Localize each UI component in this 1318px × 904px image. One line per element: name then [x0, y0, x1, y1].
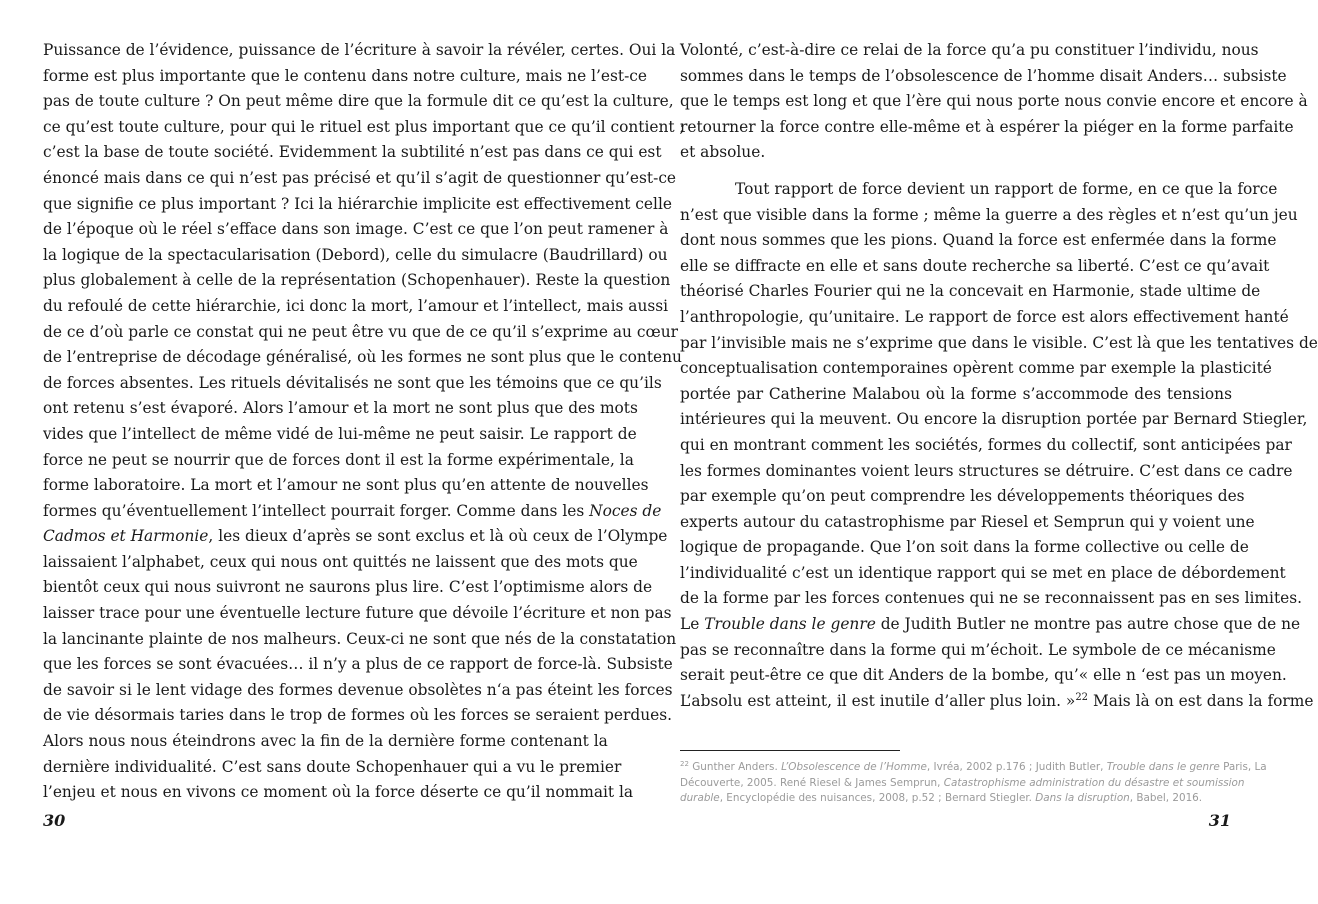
right-page: [637, 0, 1318, 904]
book-title-trouble: Trouble dans le genre: [704, 615, 876, 634]
text-line: experts autour du catastrophisme par Riesel et Semprun qui y voient une: [680, 512, 1255, 531]
text-line: Tout rapport de force devient un rapport de forme, en ce que la force: [735, 179, 1278, 198]
text-line: forme laboratoire. La mort et l’amour ne sont plus qu’en attente de nouvelles: [43, 476, 649, 495]
book-title-noces: Noces de: [589, 501, 662, 520]
text-line: par exemple qu’on peut comprendre les développements théoriques des: [680, 487, 1245, 506]
text-line: sommes dans le temps de l’obsolescence de l’homme disait Anders… subsiste: [680, 66, 1287, 85]
text-line: laisser trace pour une éventuelle lecture future que dévoile l’écriture et non pas: [43, 604, 672, 623]
text-line: dont nous sommes que les pions. Quand la force est enfermée dans la forme: [680, 231, 1277, 250]
text-line: [680, 689, 1314, 715]
text-line: la lancinante plainte de nos malheurs. Ceux-ci ne sont que nés de la constatation: [43, 629, 677, 648]
footnote-text: , Encyclopédie des nuisances, 2008, p.52 ; Bernard Stiegler.: [719, 792, 1036, 805]
footnote-text: Gunther Anders.: [688, 761, 782, 773]
text-line: de forces absentes. Les rituels dévitalisés ne sont que les témoins que ce qu’ils: [43, 373, 662, 392]
text-line: dernière individualité. C’est sans doute Schopenhauer qui a vu le premier: [43, 757, 622, 776]
text-line: de ce d’où parle ce constat qui ne peut être vu que de ce qu’il s’exprime au cœur: [43, 322, 678, 341]
page-number-left: 30: [43, 811, 66, 830]
text-line: portée par Catherine Malabou où la forme s’accommode des tensions: [680, 384, 1232, 403]
text-run: , les dieux d’après se sont exclus et là où ceux de l’Olympe: [208, 527, 668, 546]
footnote-title: L’Obsolescence de l’Homme: [781, 761, 927, 773]
text-run: L’absolu est atteint, il est inutile d’aller plus loin. »: [680, 691, 1076, 710]
text-line: laissaient l’alphabet, ceux qui nous ont quittés ne laissent que des mots que: [43, 552, 638, 571]
text-line: force ne peut se nourrir que de forces dont il est la forme expérimentale, la: [43, 450, 634, 469]
text-line: de l’entreprise de décodage généralisé, où les formes ne sont plus que le contenu: [43, 348, 682, 367]
footnote-line: [680, 791, 1232, 807]
book-title-cadmos: Cadmos et Harmonie: [43, 527, 209, 546]
text-line: l’individualité c’est un identique rapport qui se met en place de débordement: [680, 563, 1286, 582]
text-line: vides que l’intellect de même vidé de lui-même ne peut saisir. Le rapport de: [43, 424, 637, 443]
text-line: énoncé mais dans ce qui n’est pas précisé et qu’il s’agit de questionner qu’est-ce: [43, 168, 677, 187]
text-line: Volonté, c’est-à-dire ce relai de la force qu’a pu constituer l’individu, nous: [680, 41, 1259, 59]
text-line: conceptualisation contemporaines opèrent comme par exemple la plasticité: [680, 359, 1272, 378]
footnote-text: Paris, La: [1219, 761, 1267, 773]
text-line: [43, 499, 662, 525]
footnote-line: [680, 776, 1245, 792]
text-line: théorisé Charles Fourier qui ne la concevait en Harmonie, stade ultime de: [680, 282, 1261, 301]
text-line: serait peut-être ce que dit Anders de la bombe, qu’« elle n ‘est pas un moyen.: [680, 666, 1287, 685]
text-line: Alors nous nous éteindrons avec la fin de la dernière forme contenant la: [43, 732, 608, 751]
footnote-title: Dans la disruption: [1035, 792, 1130, 805]
footnote-text: , Babel, 2016.: [1129, 792, 1203, 805]
text-run: de Judith Butler ne montre pas autre chose que de ne: [875, 615, 1301, 634]
text-line: de savoir si le lent vidage des formes devenue obsolètes n‘a pas éteint les forces: [43, 680, 673, 699]
text-line: l’anthropologie, qu’unitaire. Le rapport de force est alors effectivement hanté: [680, 307, 1289, 326]
footnote-title: durable: [680, 792, 720, 805]
text-line: ce qu’est toute culture, pour qui le rituel est plus important que ce qu’il contient ;: [43, 117, 685, 136]
footnote-22: [680, 760, 1267, 807]
text-line: que signifie ce plus important ? Ici la hiérarchie implicite est effectivement celle: [43, 194, 672, 213]
text-run: Le: [680, 615, 705, 634]
text-line: Puissance de l’évidence, puissance de l’écriture à savoir la révéler, certes. Oui la: [43, 41, 676, 59]
text-line: la logique de la spectacularisation (Debord), celle du simulacre (Baudrillard) ou: [43, 245, 668, 264]
text-line: bientôt ceux qui nous suivront ne saurons plus lire. C’est l’optimisme alors de: [43, 578, 653, 597]
footnote-reference[interactable]: 22: [1075, 691, 1089, 703]
text-line: pas se reconnaître dans la forme qui m’échoit. Le symbole de ce mécanisme: [680, 640, 1276, 659]
page-number-right: 31: [1208, 811, 1231, 830]
footnote-text: Découverte, 2005. René Riesel & James Semprun,: [680, 776, 944, 789]
footnote-separator: [680, 750, 900, 751]
text-line: n’est que visible dans la forme ; même la guerre a des règles et n’est qu’un jeu: [680, 205, 1298, 224]
text-line: que le temps est long et que l’ère qui nous porte nous convie encore et encore à: [680, 92, 1308, 111]
text-line: [43, 524, 668, 550]
text-line: de l’époque où le réel s’efface dans son image. C’est ce que l’on peut ramener à: [43, 220, 669, 239]
text-line: c’est la base de toute société. Evidemment la subtilité n’est pas dans ce qui est: [43, 143, 662, 162]
text-line: l’enjeu et nous en vivons ce moment où la force déserte ce qu’il nommait la: [43, 783, 634, 802]
text-line: qui en montrant comment les sociétés, formes du collectif, sont anticipées par: [680, 435, 1292, 454]
text-line: forme est plus importante que le contenu dans notre culture, mais ne l’est-ce: [43, 66, 647, 85]
footnote-marker: 22: [680, 760, 689, 768]
text-run: Mais là on est dans la forme: [1088, 691, 1314, 710]
footnote-line: [680, 760, 1267, 776]
text-line: intérieures qui la meuvent. Ou encore la disruption portée par Bernard Stiegler,: [680, 410, 1308, 429]
text-line: de la forme par les forces contenues qui ne se reconnaissent pas en ses limites.: [680, 589, 1303, 608]
footnote-title: Catastrophisme administration du désastre et soumission: [943, 776, 1245, 789]
text-line: par l’invisible mais ne s’exprime que dans le visible. C’est là que les tentatives de: [680, 333, 1318, 352]
text-line: plus globalement à celle de la représentation (Schopenhauer). Reste la question: [43, 271, 671, 290]
text-line: [680, 612, 1301, 638]
text-line: retourner la force contre elle-même et à espérer la piéger en la forme parfaite: [680, 117, 1294, 136]
text-line: les formes dominantes voient leurs structures se détruire. C’est dans ce cadre: [680, 461, 1293, 480]
footnote-text: , Ivréa, 2002 p.176 ; Judith Butler,: [926, 761, 1107, 773]
footnote-title: Trouble dans le genre: [1106, 761, 1220, 773]
text-line: de vie désormais taries dans le trop de formes où les forces se seraient perdues.: [43, 706, 673, 725]
paragraph-gap: [680, 166, 1232, 177]
text-run: formes qu’éventuellement l’intellect pourrait forger. Comme dans les: [43, 501, 590, 520]
text-line: elle se diffracte en elle et sans doute recherche sa liberté. C’est ce qu’avait: [680, 256, 1270, 275]
text-line: logique de propagande. Que l’on soit dans la forme collective ou celle de: [680, 538, 1249, 557]
text-line: et absolue.: [680, 143, 766, 162]
right-page-body: [680, 38, 1318, 714]
text-line: du refoulé de cette hiérarchie, ici donc la mort, l’amour et l’intellect, mais aussi: [43, 296, 669, 315]
text-line: ont retenu s’est évaporé. Alors l’amour et la mort ne sont plus que des mots: [43, 399, 638, 418]
text-line: que les forces se sont évacuées… il n’y a plus de ce rapport de force-là. Subsiste: [43, 655, 673, 674]
text-line: pas de toute culture ? On peut même dire que la formule dit ce qu’est la culture,: [43, 92, 674, 111]
